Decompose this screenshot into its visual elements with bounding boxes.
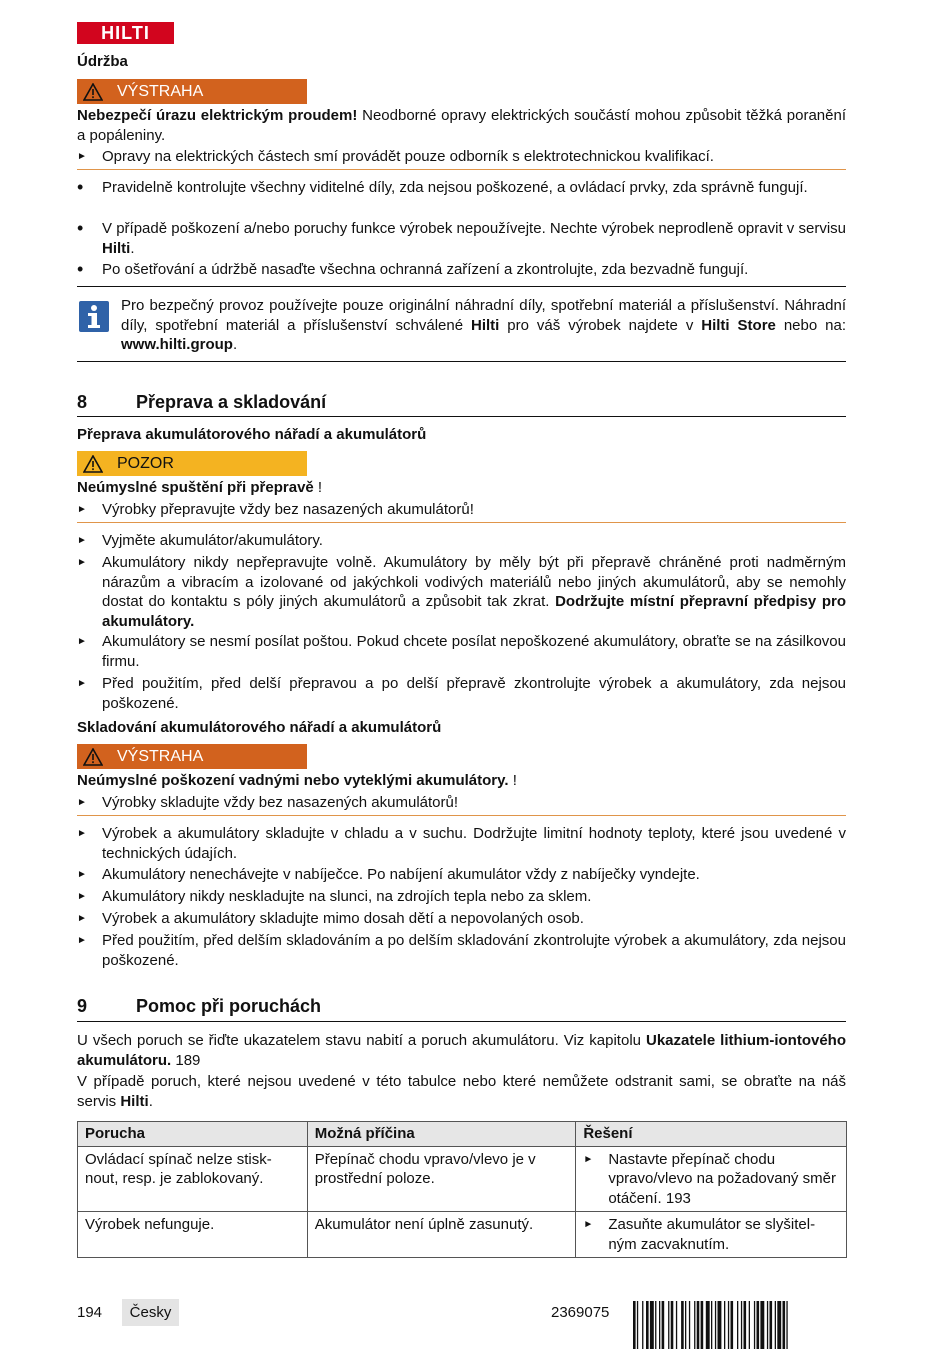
barcode-bar	[646, 1301, 649, 1349]
divider	[77, 815, 846, 816]
table-header-row	[78, 1122, 847, 1147]
barcode-bar	[662, 1301, 665, 1349]
caution-banner	[77, 451, 307, 476]
barcode-bar	[685, 1301, 686, 1349]
table-cell: Ovládací spínač nelze stisk-nout, resp. je zablokovaný.	[78, 1146, 308, 1212]
barcode-bar	[770, 1301, 773, 1349]
table-cell: Přepínač chodu vpravo/vlevo je v prostřední poloze.	[307, 1146, 576, 1212]
hazard-text: Neúmyslné spuštění při přepravě !	[77, 479, 323, 496]
barcode-bar	[655, 1301, 656, 1349]
barcode-bar	[749, 1301, 750, 1349]
barcode-bar	[642, 1301, 643, 1349]
divider	[77, 169, 846, 170]
hazard-text: Neúmyslné poškození vadnými nebo vyteklými akumulátory. !	[77, 772, 517, 789]
paragraph: U všech poruch se řiďte ukazatelem stavu nabití a poruch akumulátoru. Viz kapitolu Ukazatele lithium-iontového akumulátoru. 189	[77, 1032, 846, 1069]
barcode-bar	[757, 1301, 760, 1349]
section-title: Pomoc při poruchách	[136, 996, 322, 1016]
barcode-bar	[701, 1301, 704, 1349]
barcode-bar	[786, 1301, 787, 1349]
barcode-bar	[744, 1301, 747, 1349]
column-header: Řešení	[576, 1122, 847, 1147]
logo-text: HILTI	[101, 23, 150, 43]
barcode-bar	[777, 1301, 781, 1349]
troubleshooting-table	[77, 1121, 847, 1258]
warning-label: VÝSTRAHA	[117, 747, 204, 765]
warning-triangle-icon	[83, 83, 103, 101]
divider	[77, 522, 846, 523]
warning-triangle-icon	[83, 748, 103, 766]
section-rule	[77, 416, 846, 417]
barcode-bar	[681, 1301, 684, 1349]
barcode-bar	[676, 1301, 677, 1349]
danger-text: Nebezpečí úrazu elektrickým proudem! Neodborné opravy elektrických součástí mohou způsobit těžká poranění a popáleniny.	[77, 107, 846, 144]
table-cell: Výrobek nefunguje.	[78, 1212, 308, 1258]
barcode-bar	[633, 1301, 636, 1349]
barcode-bar	[728, 1301, 729, 1349]
document-number: 2369075	[551, 1304, 610, 1321]
hilti-logo	[77, 22, 174, 44]
warning-banner	[77, 744, 307, 769]
info-icon	[79, 301, 109, 332]
barcode-bar	[668, 1301, 669, 1349]
table-cell: ► Nastavte přepínač chodu vpravo/vlevo na požadovaný směr otáčení. 193	[576, 1146, 847, 1212]
table-cell: ► Zasuňte akumulátor se slyšitel-ným zacvaknutím.	[576, 1212, 847, 1258]
barcode-bar	[731, 1301, 734, 1349]
barcode	[633, 1301, 847, 1349]
table-row	[78, 1146, 847, 1212]
barcode-bar	[706, 1301, 710, 1349]
barcode-bar	[637, 1301, 638, 1349]
barcode-bar	[775, 1301, 776, 1349]
barcode-bar	[659, 1301, 660, 1349]
paragraph: V případě poruch, které nejsou uvedené v této tabulce nebo které nemůžete odstranit sami, se obraťte na náš servis Hilti.	[77, 1073, 846, 1110]
table-cell: Akumulátor není úplně zasunutý.	[307, 1212, 576, 1258]
barcode-bar	[767, 1301, 768, 1349]
barcode-bar	[671, 1301, 674, 1349]
caution-label: POZOR	[117, 454, 174, 472]
barcode-bar	[724, 1301, 725, 1349]
warning-label: VÝSTRAHA	[117, 82, 204, 100]
divider	[77, 286, 846, 287]
divider	[77, 361, 846, 362]
barcode-bar	[783, 1301, 786, 1349]
barcode-bar	[689, 1301, 690, 1349]
language-label: Česky	[122, 1299, 179, 1326]
barcode-bar	[737, 1301, 738, 1349]
page-number: 194	[77, 1304, 103, 1321]
section-number: 8	[77, 392, 88, 412]
section-title: Přeprava a skladování	[136, 392, 327, 412]
section-rule	[77, 1021, 846, 1022]
column-header: Možná příčina	[307, 1122, 576, 1147]
warning-banner	[77, 79, 307, 104]
barcode-bar	[754, 1301, 755, 1349]
warning-triangle-icon	[83, 455, 103, 473]
barcode-bar	[697, 1301, 700, 1349]
table-row	[78, 1212, 847, 1258]
barcode-bar	[711, 1301, 712, 1349]
barcode-bar	[718, 1301, 722, 1349]
barcode-bar	[760, 1301, 764, 1349]
storage-heading: Skladování akumulátorového nářadí a akumulátorů	[77, 719, 442, 736]
barcode-bar	[694, 1301, 695, 1349]
section-number: 9	[77, 996, 88, 1016]
column-header: Porucha	[78, 1122, 308, 1147]
info-text: Pro bezpečný provoz používejte pouze originální náhradní díly, spotřební materiál a příslušenství. Náhradní díly, spotřební materiál a příslušenství schválené Hilti pro váš výrobek najdete v Hilti Store nebo na: www.hilti.group.	[121, 297, 846, 353]
barcode-bar	[715, 1301, 716, 1349]
transport-heading: Přeprava akumulátorového nářadí a akumulátorů	[77, 426, 427, 443]
barcode-bar	[741, 1301, 742, 1349]
barcode-bar	[650, 1301, 654, 1349]
maintenance-heading: Údržba	[77, 53, 128, 70]
